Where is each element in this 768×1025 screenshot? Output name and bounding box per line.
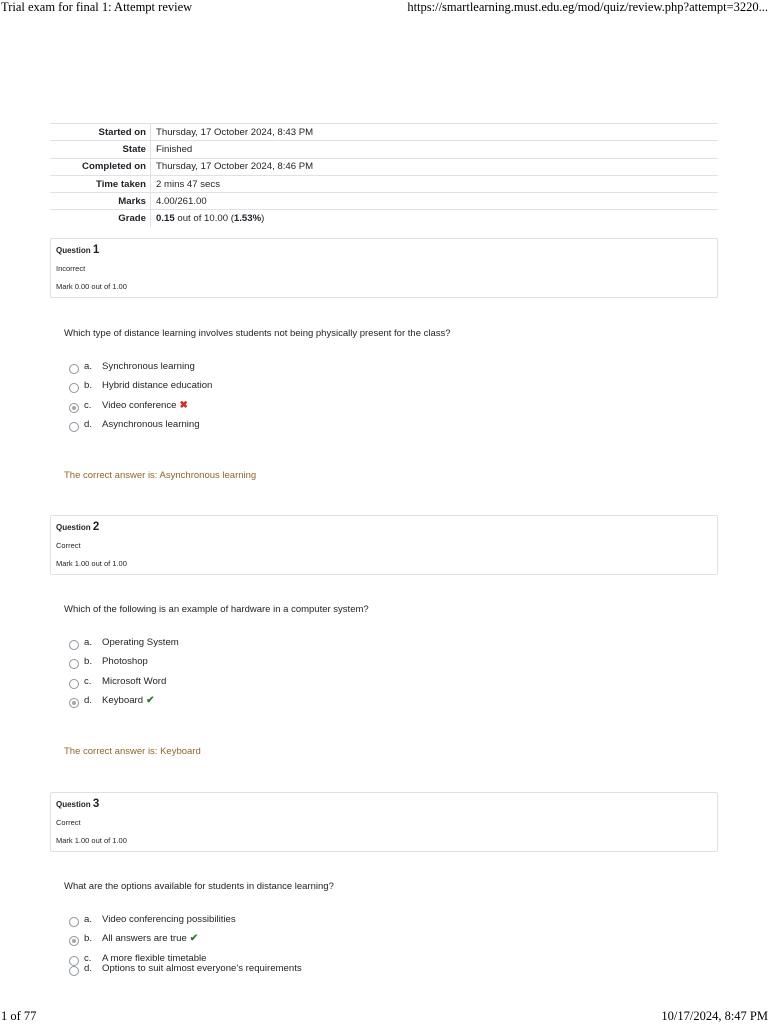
option-text: Photoshop	[102, 656, 148, 668]
cut-off-option	[69, 963, 389, 978]
answer-list	[69, 637, 469, 714]
option-text: Keyboard	[102, 694, 144, 706]
option-letter: b.	[84, 380, 93, 392]
option-letter: a.	[84, 361, 93, 372]
option-text: Microsoft Word	[102, 675, 167, 687]
question-state: Correct	[56, 818, 81, 827]
summary-label: Grade	[50, 210, 151, 227]
summary-row-grade	[50, 210, 718, 227]
answer-option[interactable]	[69, 419, 469, 438]
answer-option[interactable]	[69, 361, 469, 380]
grade-score: 0.15	[156, 213, 175, 225]
option-text: Hybrid distance education	[102, 380, 213, 392]
summary-value: 2 mins 47 secs	[156, 178, 220, 190]
radio-button[interactable]	[69, 917, 79, 927]
grade-percent: 1.53%	[233, 213, 262, 225]
radio-button[interactable]	[69, 956, 79, 966]
radio-button[interactable]	[69, 422, 79, 432]
question-mark: Mark 1.00 out of 1.00	[56, 836, 127, 845]
correct-check-icon: ✔	[146, 694, 155, 706]
option-letter: d.	[84, 694, 93, 706]
radio-button[interactable]	[69, 679, 79, 689]
question-text: Which type of distance learning involves students not being physically present for the class?	[64, 328, 451, 339]
radio-button[interactable]	[69, 966, 79, 976]
question-mark: Mark 0.00 out of 1.00	[56, 282, 127, 291]
answer-option[interactable]	[69, 695, 469, 714]
attempt-summary-table	[50, 123, 718, 227]
page-count: 1 of 77	[1, 1009, 37, 1023]
answer-option[interactable]	[69, 380, 469, 399]
question-number	[56, 244, 99, 256]
correct-answer-feedback: The correct answer is: Keyboard	[64, 746, 201, 757]
option-text: All answers are true	[102, 933, 187, 945]
grade-middle: out of 10.00 (	[174, 213, 234, 225]
option-text: Options to suit almost everyone's requirements	[102, 963, 302, 974]
summary-label: Time taken	[50, 175, 151, 192]
answer-option[interactable]	[69, 933, 469, 952]
correct-answer-feedback: The correct answer is: Asynchronous learning	[64, 470, 257, 481]
option-text: Video conference	[102, 399, 177, 411]
question-number	[56, 798, 99, 810]
summary-label: Marks	[50, 193, 151, 210]
summary-value: Thursday, 17 October 2024, 8:46 PM	[156, 161, 314, 173]
option-letter: d.	[84, 418, 93, 430]
print-datetime: 10/17/2024, 8:47 PM	[661, 1009, 768, 1023]
option-letter: c.	[84, 675, 92, 687]
option-text: A more flexible timetable	[102, 952, 207, 964]
question-prefix: Question	[56, 246, 91, 255]
question-state: Correct	[56, 541, 81, 550]
option-text: Asynchronous learning	[102, 418, 200, 430]
grade-end: )	[261, 213, 265, 225]
question-number-value: 1	[92, 244, 100, 256]
answer-option[interactable]	[69, 656, 469, 675]
summary-label: State	[50, 141, 151, 158]
radio-button-selected[interactable]	[69, 936, 79, 946]
option-text-wrap	[102, 933, 198, 944]
question-info-box	[50, 792, 718, 852]
answer-option[interactable]	[69, 637, 469, 656]
question-state: Incorrect	[56, 264, 86, 273]
question-info-box	[50, 515, 718, 575]
question-mark: Mark 1.00 out of 1.00	[56, 559, 127, 568]
option-letter: c.	[84, 952, 92, 964]
print-header	[0, 0, 768, 16]
option-letter: d.	[84, 963, 93, 974]
incorrect-icon: ✖	[179, 399, 188, 411]
radio-button[interactable]	[69, 659, 79, 669]
summary-label: Completed on	[50, 158, 151, 175]
option-letter: c.	[84, 399, 92, 411]
summary-value: Finished	[156, 143, 193, 155]
question-number-value: 2	[92, 521, 100, 533]
option-letter: a.	[84, 637, 93, 648]
radio-button[interactable]	[69, 640, 79, 650]
summary-row	[50, 141, 718, 158]
option-letter: a.	[84, 914, 93, 925]
option-text-wrap	[102, 695, 154, 706]
answer-option[interactable]	[69, 914, 469, 933]
option-letter: b.	[84, 933, 93, 945]
radio-button[interactable]	[69, 364, 79, 374]
summary-row	[50, 158, 718, 175]
option-text: Video conferencing possibilities	[102, 914, 236, 925]
question-prefix: Question	[56, 523, 91, 532]
question-number	[56, 521, 99, 533]
summary-value: 4.00/261.00	[156, 195, 207, 207]
radio-button[interactable]	[69, 383, 79, 393]
radio-button-selected[interactable]	[69, 698, 79, 708]
summary-row	[50, 124, 718, 141]
page-title: Trial exam for final 1: Attempt review	[1, 0, 193, 14]
option-text: Synchronous learning	[102, 361, 195, 372]
summary-row	[50, 175, 718, 192]
summary-row	[50, 193, 718, 210]
summary-label: Started on	[50, 124, 151, 141]
summary-value: Thursday, 17 October 2024, 8:43 PM	[156, 126, 314, 138]
grade-value	[151, 210, 719, 227]
answer-option[interactable]	[69, 676, 469, 695]
radio-button-selected[interactable]	[69, 403, 79, 413]
question-text: Which of the following is an example of hardware in a computer system?	[64, 604, 369, 615]
option-text-wrap	[102, 400, 188, 411]
option-text: Operating System	[102, 637, 179, 648]
print-footer	[0, 1009, 768, 1025]
question-info-box	[50, 238, 718, 298]
option-letter: b.	[84, 656, 93, 668]
question-text: What are the options available for students in distance learning?	[64, 881, 334, 892]
answer-list	[69, 361, 469, 438]
question-number-value: 3	[92, 798, 100, 810]
answer-option[interactable]	[69, 400, 469, 419]
correct-check-icon: ✔	[189, 933, 199, 945]
page-url: https://smartlearning.must.edu.eg/mod/quiz/review.php?attempt=3220...	[407, 0, 768, 14]
question-prefix: Question	[56, 800, 91, 809]
